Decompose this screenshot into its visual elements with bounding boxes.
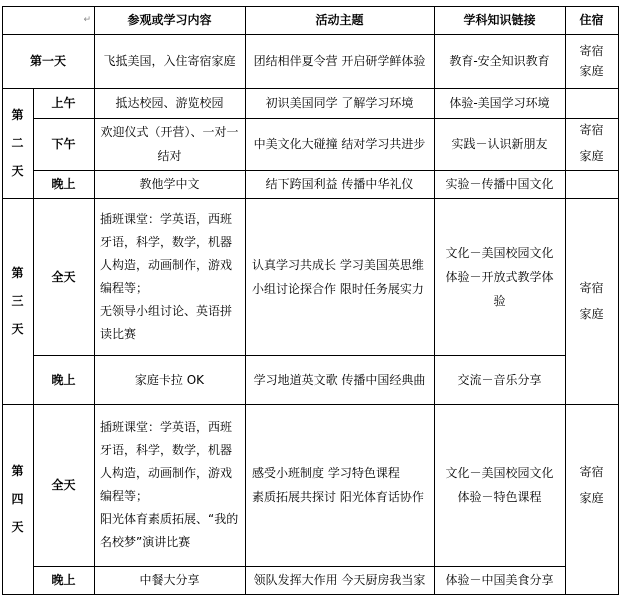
day4-all-content: 插班课堂：学英语，西班 牙语，科学，数学，机器 人构造，动画制作，游戏 编程等； 阳光体育素质拓展、“我的 名校梦”演讲比赛	[100, 420, 239, 549]
day4-stay: 寄宿 家庭	[579, 465, 604, 505]
day1-content: 飞抵美国，入住寄宿家庭	[103, 54, 236, 68]
day2-am-content: 抵达校园、游览校园	[115, 96, 224, 110]
day3-eve-link: 交流－音乐分享	[457, 372, 542, 387]
header-corner: ↵	[83, 15, 91, 25]
day3-all-label: 全天	[51, 269, 76, 284]
day2-pm-link: 实践－认识新朋友	[451, 137, 548, 151]
day2-stay: 寄宿 家庭	[579, 123, 604, 163]
day3-stay: 寄宿 家庭	[579, 281, 604, 321]
header-link: 学科知识链接	[463, 13, 536, 27]
header-stay: 住宿	[579, 13, 604, 27]
day3-eve-label: 晚上	[51, 372, 76, 387]
day1-theme: 团结相伴夏令营 开启研学鲜体验	[253, 54, 426, 68]
day2-pm-label: 下午	[51, 137, 76, 151]
day3-label: 第 三 天	[11, 266, 24, 336]
day2-eve-theme: 结下跨国利益 传播中华礼仪	[265, 177, 414, 191]
day3-eve-content: 家庭卡拉 OK	[134, 372, 205, 387]
day4-eve-link: 体验－中国美食分享	[445, 573, 554, 587]
day1-stay: 寄宿 家庭	[579, 44, 604, 78]
day2-eve-content: 教他学中文	[139, 177, 200, 191]
day4-all-theme: 感受小班制度 学习特色课程 素质拓展共探讨 阳光体育话协作	[252, 466, 424, 504]
day4-eve-theme: 领队发挥大作用 今天厨房我当家	[253, 573, 426, 587]
day2-am-label: 上午	[51, 96, 76, 110]
day4-all-link: 文化－美国校园文化 体验－特色课程	[445, 466, 554, 504]
header-content: 参观或学习内容	[127, 13, 212, 27]
day2-pm-theme: 中美文化大碰撞 结对学习共进步	[253, 137, 426, 151]
day4-eve-content: 中餐大分享	[139, 573, 200, 587]
day4-all-label: 全天	[51, 478, 76, 492]
day3-all-theme: 认真学习共成长 学习美国英思维 小组讨论探合作 限时任务展实力	[252, 257, 424, 296]
day1-link: 教育-安全知识教育	[449, 54, 550, 68]
day2-am-link: 体验-美国学习环境	[449, 96, 550, 110]
day2-label: 第 二 天	[11, 108, 24, 178]
day3-all-content: 插班课堂：学英语，西班 牙语，科学，数学，机器 人构造，动画制作，游戏 编程等； 无领导小组讨论、英语拼 读比赛	[100, 211, 233, 341]
day2-eve-label: 晚上	[51, 177, 76, 191]
day3-all-link: 文化－美国校园文化 体验－开放式教学体 验	[445, 245, 554, 308]
day3-eve-theme: 学习地道英文歌 传播中国经典曲	[253, 372, 426, 387]
day4-label: 第 四 天	[11, 464, 24, 534]
day2-pm-content: 欢迎仪式（开营）、一对一 结对	[100, 125, 239, 163]
day1-label: 第一天	[29, 54, 66, 68]
day4-eve-label: 晚上	[51, 573, 76, 587]
header-theme: 活动主题	[315, 13, 364, 27]
day2-eve-link: 实验－传播中国文化	[445, 177, 554, 191]
day2-am-theme: 初识美国同学 了解学习环境	[265, 96, 414, 110]
